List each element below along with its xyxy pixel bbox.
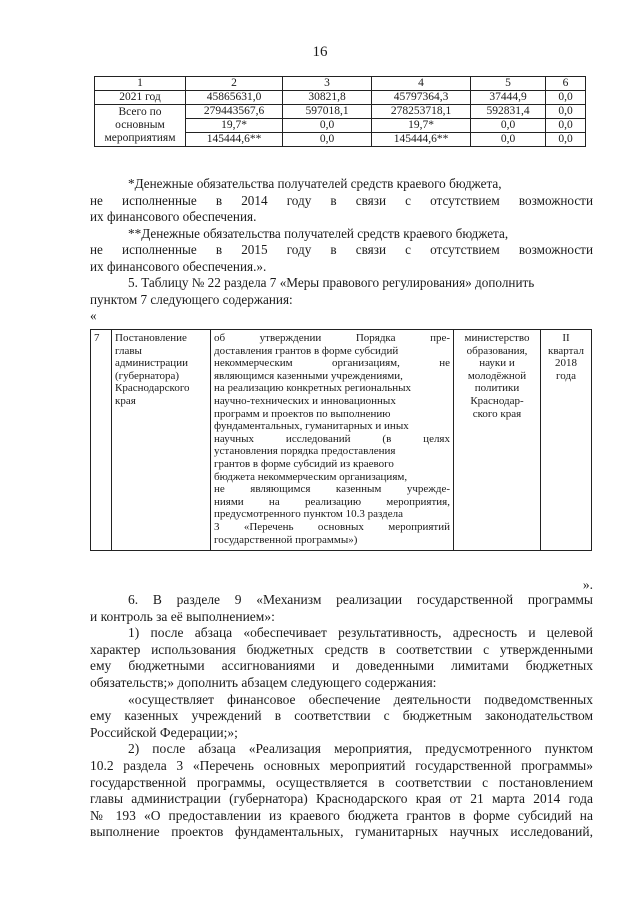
table-cell: 37444,9: [471, 91, 546, 105]
budget-table: [94, 76, 586, 147]
body-line: ему казенных учреждений в соответствии с бюджетным законодательством: [90, 708, 593, 724]
table-cell: 0,0: [546, 133, 586, 147]
cell-line: образования,: [466, 344, 528, 357]
cell-line: научно-технических и инновационных: [214, 394, 396, 407]
table-cell: 30821,8: [283, 91, 372, 105]
cell-line: ского края: [472, 407, 522, 420]
cell-line: II: [562, 332, 570, 344]
cell-line: администрации: [115, 357, 188, 370]
term-cell: [541, 330, 592, 551]
table-cell: 45797364,3: [372, 91, 471, 105]
cell-line: некоммерческим организациям, не: [214, 357, 450, 370]
table-cell: 145444,6**: [372, 133, 471, 147]
table-cell: 45865631,0: [186, 91, 283, 105]
body-line: № 193 «О предоставлении из краевого бюджета грантов в форме субсидий на: [90, 807, 593, 823]
body-line: и контроль за её выполнением»:: [90, 608, 275, 624]
cell-line: (губернатора): [115, 369, 180, 382]
cell-line: министерство: [464, 332, 530, 344]
cell-line: 3 «Перечень основных мероприятий: [214, 520, 450, 533]
label-line: мероприятиям: [104, 132, 176, 144]
footnote-line: их финансового обеспечения.».: [90, 258, 267, 274]
table-cell: 0,0: [546, 119, 586, 133]
body-line: выполнение проектов фундаментальных, гуманитарных научных исследований,: [90, 824, 593, 840]
label-line: Всего по: [118, 106, 162, 118]
table-row: [91, 330, 592, 551]
table-cell: 0,0: [546, 105, 586, 119]
table-cell: 19,7*: [372, 119, 471, 133]
footnote-line: не исполненные в 2014 году в связи с отсутствием возможности: [90, 192, 593, 208]
table-cell: 278253718,1: [372, 105, 471, 119]
cell-line: Постановление: [115, 332, 187, 344]
footnote-line: их финансового обеспечения.: [90, 209, 257, 224]
cell-line: науки и: [479, 357, 515, 370]
body-line: 10.2 раздела 3 «Перечень основных мероприятий государственной программы»: [90, 757, 593, 773]
cell-line: ниями на реализацию мероприятия,: [214, 495, 450, 508]
open-quote: «: [90, 308, 97, 323]
table-cell: 279443567,6: [186, 105, 283, 119]
cell-line: установления порядка предоставления: [214, 445, 396, 458]
cell-line: Краснодарского: [115, 382, 190, 395]
table-cell: 19,7*: [186, 119, 283, 133]
content-cell: [211, 330, 454, 551]
table-cell: 145444,6**: [186, 133, 283, 147]
cell-line: государственной программы»): [214, 533, 358, 546]
cell-line: доставления грантов в форме субсидий: [214, 344, 399, 357]
cell-line: предусмотренного пунктом 10.3 раздела: [214, 508, 404, 521]
footnote-line: *Денежные обязательства получателей средств краевого бюджета,: [128, 176, 502, 191]
body-line: 1) после абзаца «обеспечивает результативность, адресность и целевой: [128, 625, 593, 641]
cell-line: 2018: [555, 357, 577, 370]
page-number: 16: [312, 44, 328, 60]
body-line: ему бюджетными ассигнованиями и доведенными лимитами бюджетных: [90, 658, 593, 674]
cell-line: Краснодар-: [470, 394, 524, 407]
cell-line: фундаментальных, гуманитарных и иных: [214, 420, 409, 433]
footnotes: [90, 176, 593, 325]
cell-line: грантов в форме субсидий из краевого: [214, 457, 394, 470]
body-line: Российской Федерации;»;: [90, 724, 238, 740]
table-cell: 592831,4: [471, 105, 546, 119]
label-line: основным: [115, 119, 165, 131]
body-text: [90, 592, 593, 841]
cell-line: края: [115, 394, 136, 407]
body-line: 6. В разделе 9 «Механизм реализации государственной программы: [128, 592, 593, 607]
table-cell: 1: [95, 77, 186, 91]
responsible-cell: [454, 330, 541, 551]
item-5-line: 5. Таблицу № 22 раздела 7 «Меры правового регулирования» дополнить: [128, 275, 535, 290]
table-row: [95, 91, 586, 105]
footnote-line: не исполненные в 2015 году в связи с отсутствием возможности: [90, 242, 593, 257]
body-line: «осуществляет финансовое обеспечение деятельности подведомственных: [128, 691, 593, 707]
row-label-total: [95, 105, 186, 147]
body-line: характер использования бюджетных средств в соответствии с утвержденными: [90, 641, 593, 657]
cell-line: молодёжной: [467, 369, 527, 382]
cell-line: об утверждении Порядка пре-: [214, 332, 450, 344]
table-header-row: [95, 77, 586, 91]
table-cell: 5: [471, 77, 546, 91]
doc-type-cell: [112, 330, 211, 551]
table-cell: 0,0: [471, 133, 546, 147]
table-cell: 2021 год: [95, 91, 186, 105]
body-line: главы администрации (губернатора) Краснодарского края от 21 марта 2014 года: [90, 791, 593, 807]
table-cell: 0,0: [546, 91, 586, 105]
item-5-line: пунктом 7 следующего содержания:: [90, 291, 293, 307]
table-cell: 2: [186, 77, 283, 91]
body-line: государственной программы, осуществляется в соответствии с постановлением: [90, 774, 593, 790]
cell-line: квартал: [547, 344, 585, 357]
table-cell: 0,0: [283, 133, 372, 147]
body-line: 2) после абзаца «Реализация мероприятия, предусмотренного пунктом: [128, 741, 593, 757]
table-cell: 6: [546, 77, 586, 91]
row-number: 7: [91, 330, 112, 551]
footnote-line: **Денежные обязательства получателей средств краевого бюджета,: [128, 225, 509, 241]
cell-line: главы: [115, 344, 142, 357]
cell-line: являющимся казенными учреждениями,: [214, 369, 403, 382]
table-cell: 0,0: [283, 119, 372, 133]
cell-line: бюджета некоммерческим организациям,: [214, 470, 408, 483]
table-row: [95, 105, 586, 119]
cell-line: не являющимся казенным учрежде-: [214, 483, 450, 496]
cell-line: политики: [474, 382, 520, 395]
cell-line: на реализацию конкретных региональных: [214, 382, 412, 395]
legal-measures-table: [90, 329, 592, 551]
body-line: обязательств;» дополнить абзацем следующего содержания:: [90, 674, 437, 690]
cell-line: программ и проектов по выполнению: [214, 407, 391, 420]
table-cell: 0,0: [471, 119, 546, 133]
cell-line: научных исследований (в целях: [214, 432, 450, 445]
table-cell: 597018,1: [283, 105, 372, 119]
table-cell: 4: [372, 77, 471, 91]
cell-line: года: [556, 369, 576, 382]
close-quote: ».: [582, 577, 593, 592]
table-cell: 3: [283, 77, 372, 91]
